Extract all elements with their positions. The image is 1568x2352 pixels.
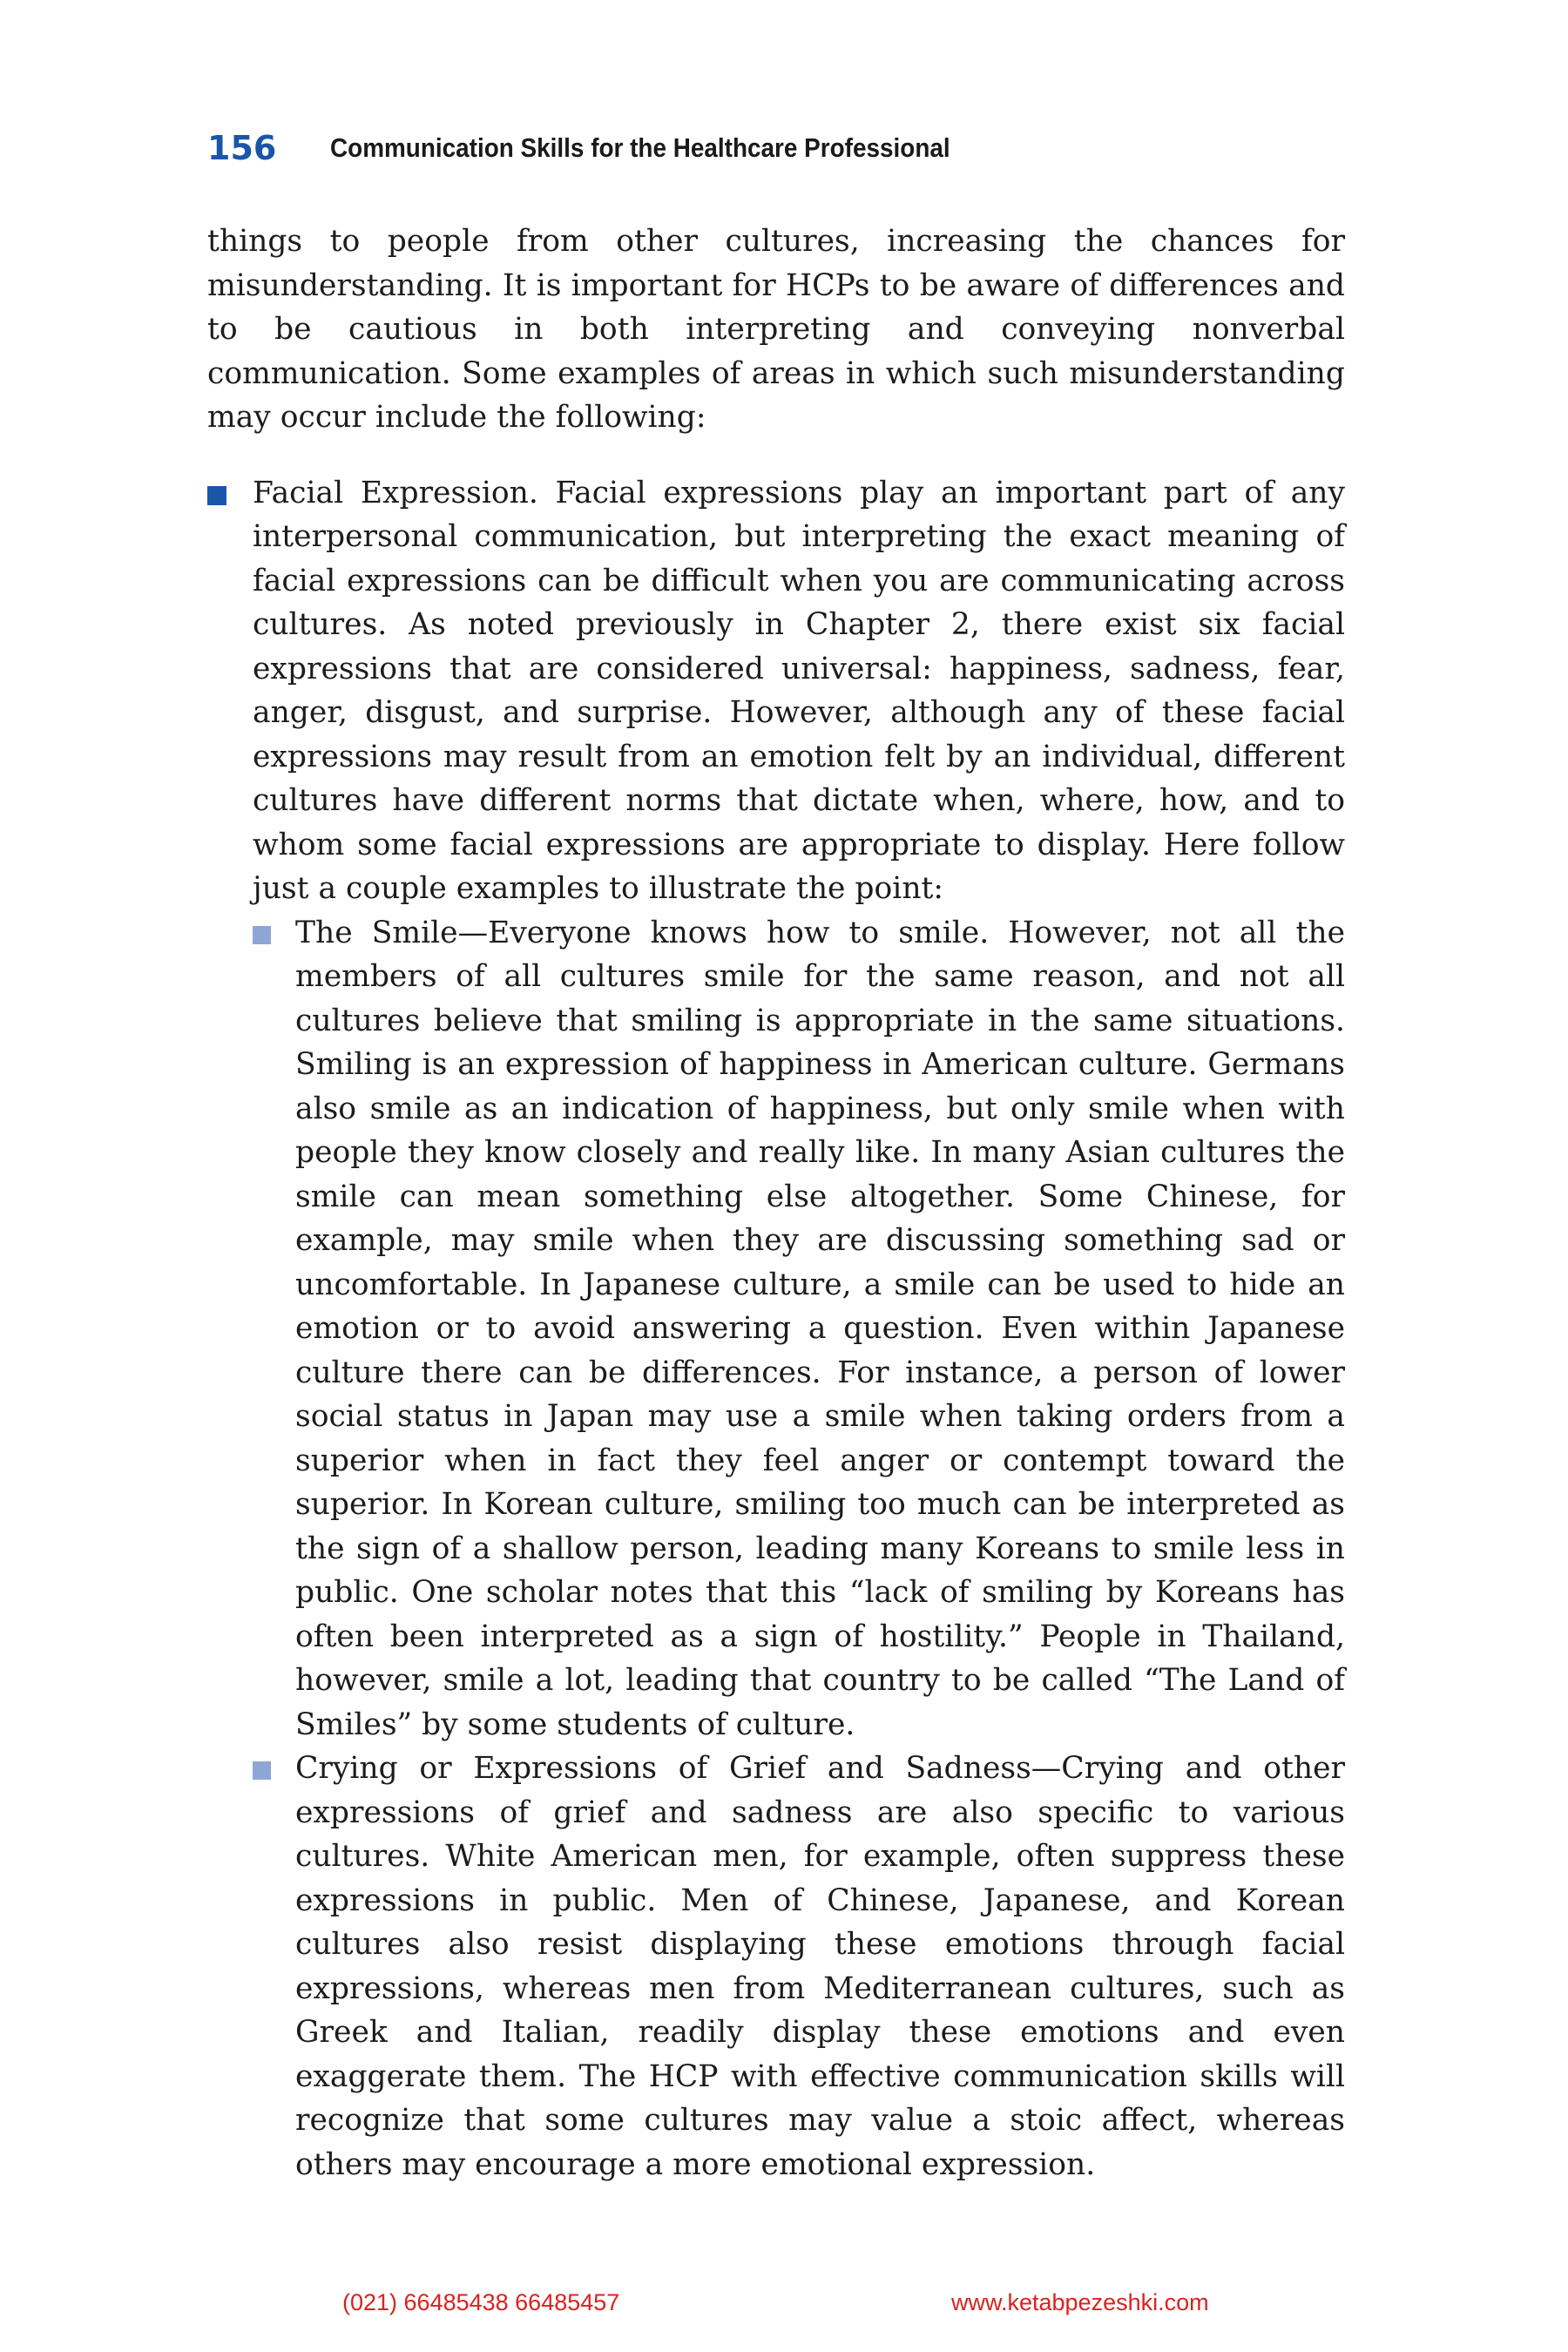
- sub-bullet-text: Crying or Expressions of Grief and Sadness—Crying and other expressions of grief and sadness are also specific to various cultures. White American men, for example, often suppress these expressions in public. Men of Chinese, Japanese, and Korean cultures also resist displaying these emotions through facial expressions, whereas men from Mediterranean cultures, such as Greek and Italian, readily display these emotions and even exaggerate them. The HCP with effective communication skills will recognize that some cultures may value a stoic affect, whereas others may encourage a more emotional expression.: [295, 1751, 1345, 2182]
- sub-bullet-item-crying: [253, 1747, 1345, 2186]
- sub-bullet-text: The Smile—Everyone knows how to smile. However, not all the members of all cultures smile for the same reason, and not all cultures believe that smiling is appropriate in the same situations. Smiling is an expression of happiness in American culture. Germans also smile as an indication of happiness, but only smile when with people they know closely and really like. In many Asian cultures the smile can mean something else altogether. Some Chinese, for example, may smile when they are discussing something sad or uncomfortable. In Japanese culture, a smile can be used to hide an emotion or to avoid answering a question. Even within Japanese culture there can be differences. For instance, a person of lower social status in Japan may use a smile when taking orders from a superior when in fact they feel anger or contempt toward the superior. In Korean culture, smiling too much can be interpreted as the sign of a shallow person, leading many Koreans to smile less in public. One scholar notes that this “lack of smiling by Koreans has often been interpreted as a sign of hostility.” People in Thailand, however, smile a lot, leading that country to be called “The Land of Smiles” by some students of culture.: [295, 915, 1345, 1742]
- page-body: [207, 220, 1345, 2186]
- footer-url: www.ketabpezeshki.com: [951, 2289, 1209, 2315]
- sub-bullet-item-smile: [253, 911, 1345, 1747]
- running-head: Communication Skills for the Healthcare Professional: [330, 132, 950, 163]
- page-number: 156: [207, 129, 277, 167]
- intro-paragraph: things to people from other cultures, increasing the chances for misunderstanding. It is important for HCPs to be aware of differences and to be cautious in both interpreting and conveying nonverbal communication. Some examples of areas in which such misunderstanding may occur include the following:: [207, 224, 1345, 435]
- sub-bullet-list: [253, 911, 1345, 2187]
- square-sub-bullet-icon: [253, 926, 271, 944]
- square-sub-bullet-icon: [253, 1761, 271, 1780]
- square-bullet-icon: [207, 486, 226, 505]
- bullet-text: Facial Expression. Facial expressions play an important part of any interpersonal communication, but interpreting the exact meaning of facial expressions can be difficult when you are communicating across cultures. As noted previously in Chapter 2, there exist six facial expressions that are considered universal: happiness, sadness, fear, anger, disgust, and surprise. However, although any of these facial expressions may result from an emotion felt by an individual, different cultures have different norms that dictate when, where, how, and to whom some facial expressions are appropriate to display. Here follow just a couple examples to illustrate the point:: [253, 475, 1345, 906]
- bullet-item-facial-expression: [207, 471, 1345, 2187]
- bullet-list: [207, 471, 1345, 2187]
- footer-phone: (021) 66485438 66485457: [342, 2289, 620, 2315]
- page-header: [207, 122, 1019, 174]
